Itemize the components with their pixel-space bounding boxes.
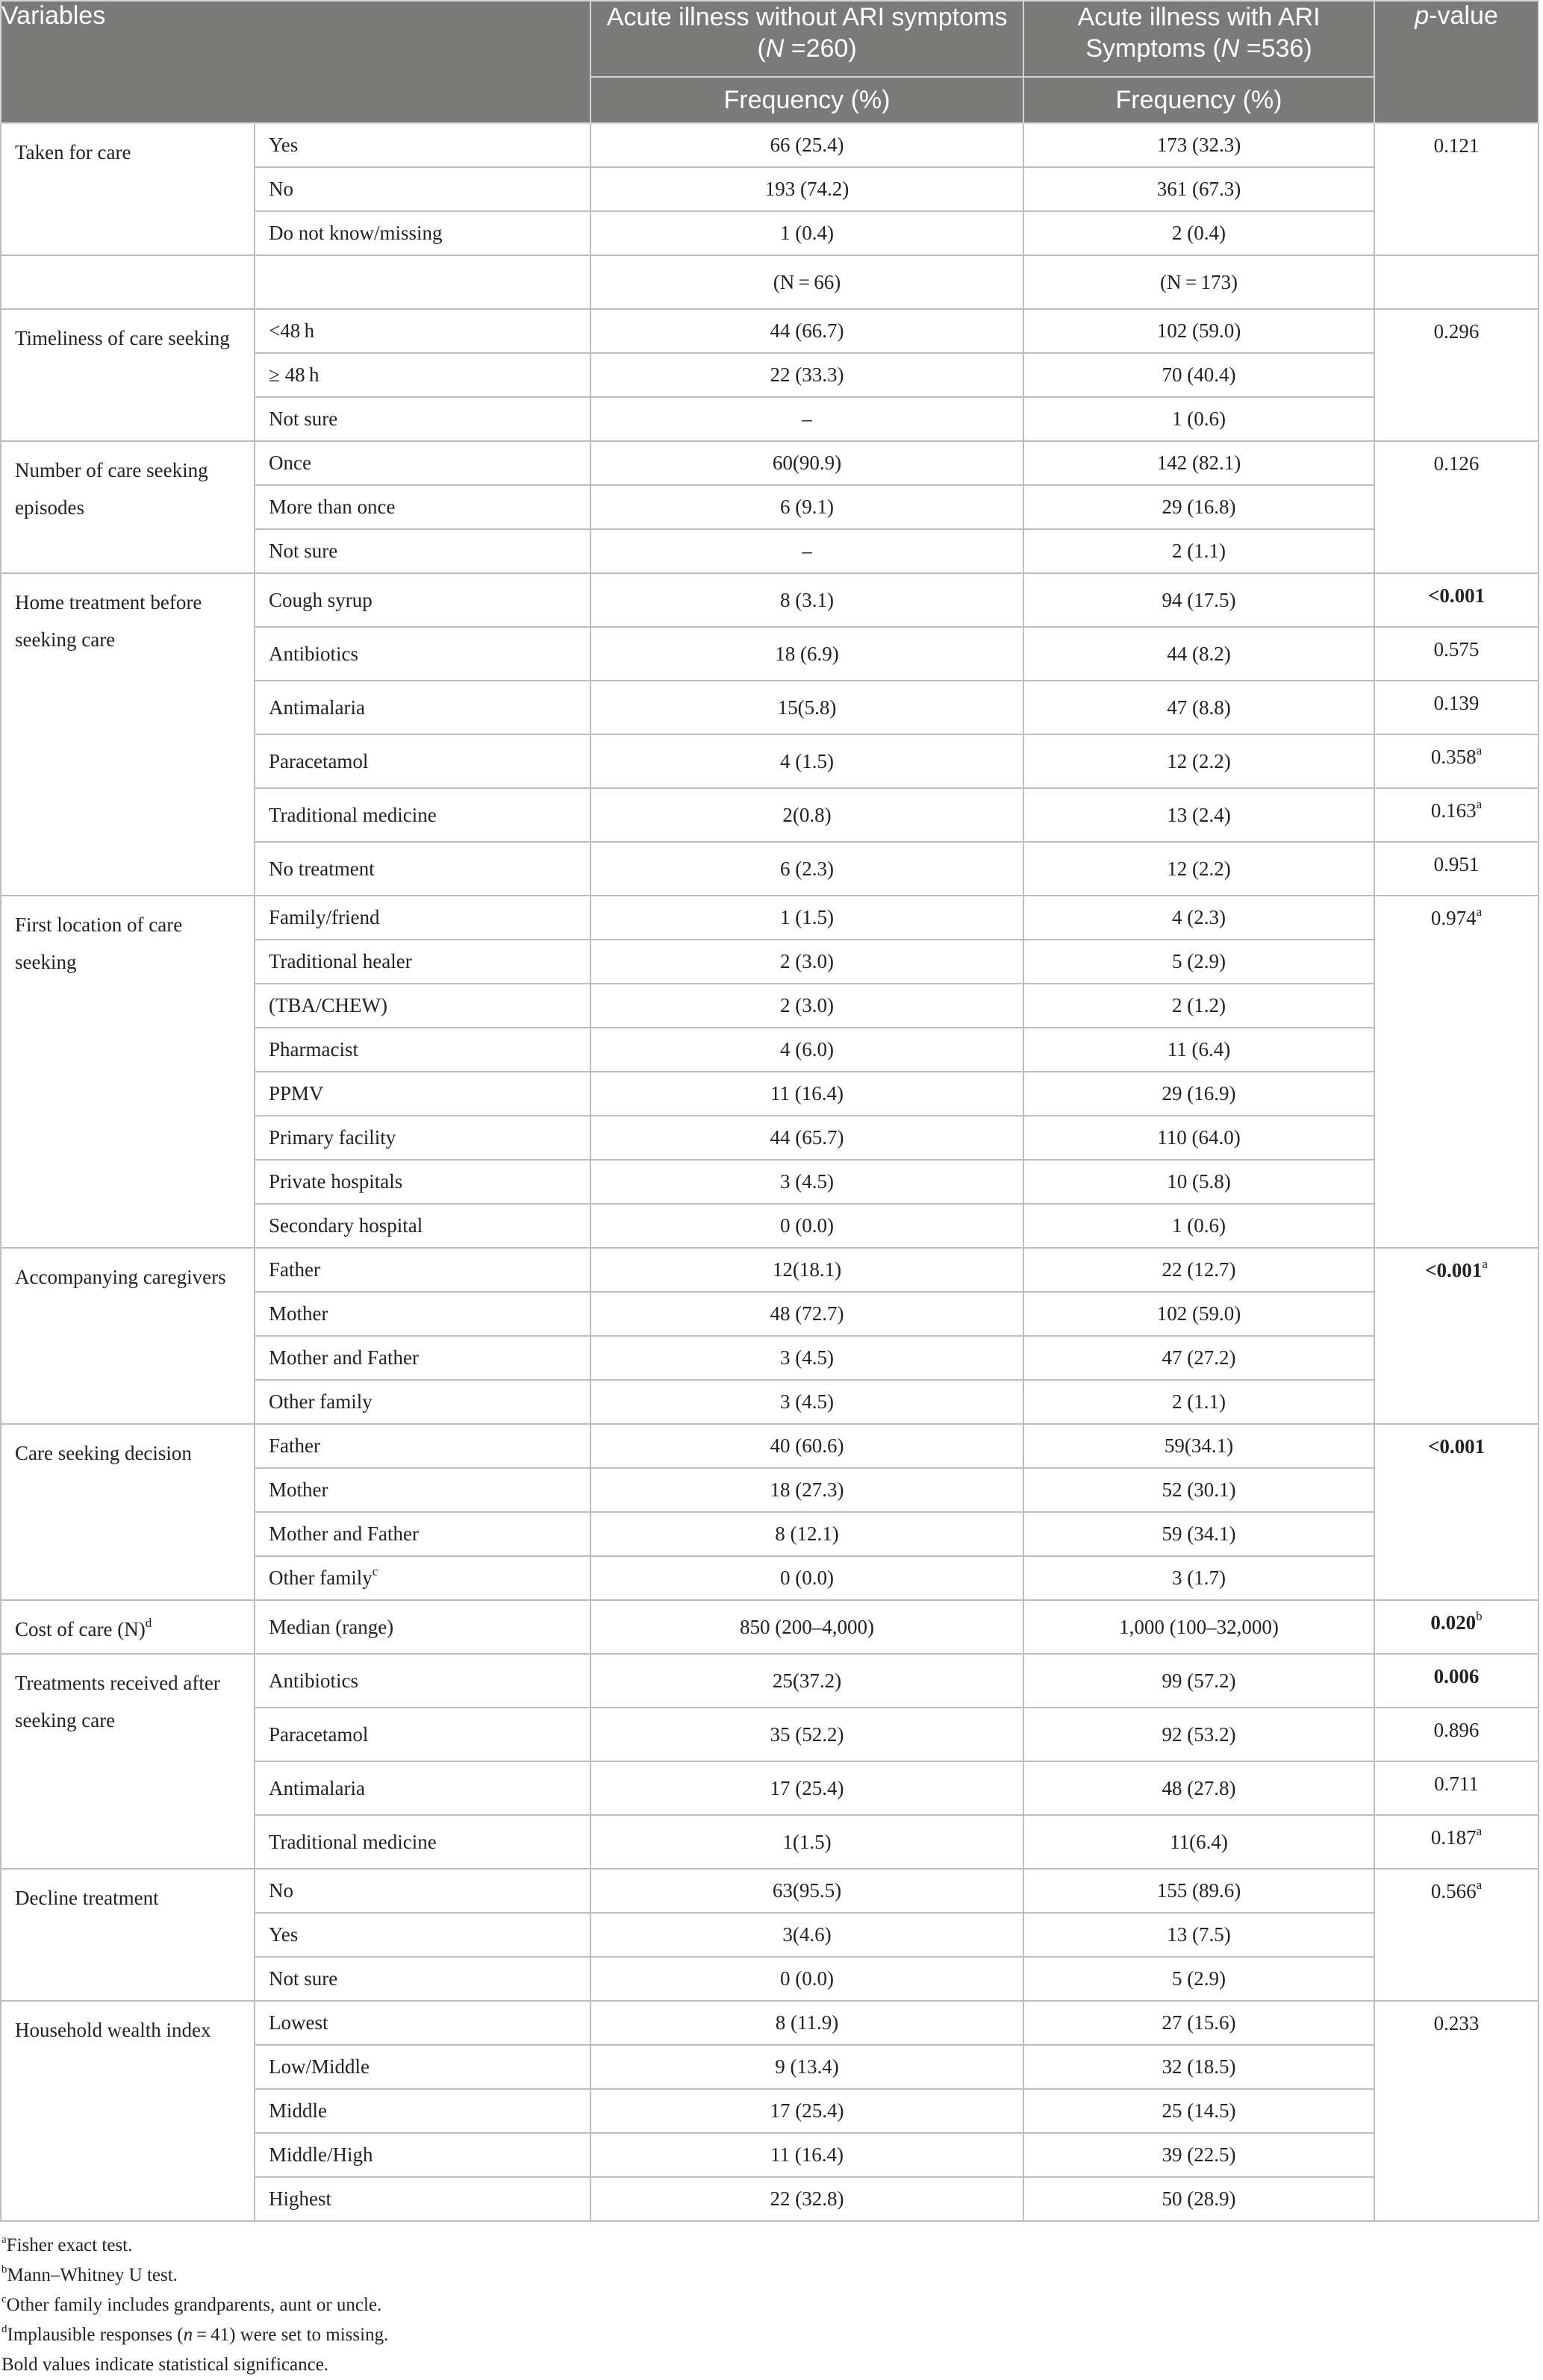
p-value-cell <box>1374 2001 1539 2221</box>
p-value-cell <box>1374 123 1539 255</box>
table-row <box>1 1654 1539 1708</box>
category-cell <box>255 1424 590 1468</box>
category-label: Antimalaria <box>269 696 365 719</box>
category-label: Antibiotics <box>269 642 358 665</box>
frequency-without-ari: 3 (4.5) <box>590 1160 1023 1204</box>
category-cell <box>255 211 590 255</box>
table-row <box>1 309 1539 353</box>
frequency-with-ari: 4 (2.3) <box>1023 896 1374 940</box>
p-value: 0.163 <box>1430 799 1477 822</box>
frequency-without-ari: 6 (9.1) <box>590 485 1023 529</box>
frequency-without-ari: 12(18.1) <box>590 1248 1023 1292</box>
category-cell <box>255 1028 590 1072</box>
frequency-with-ari: (N = 173) <box>1023 255 1374 309</box>
category-label: Antibiotics <box>269 1669 358 1692</box>
category-cell <box>255 1336 590 1380</box>
frequency-with-ari: 27 (15.6) <box>1023 2001 1374 2045</box>
variable-cell <box>1 309 255 441</box>
p-value-cell <box>1374 1869 1539 2001</box>
category-cell <box>255 842 590 896</box>
category-label: Father <box>269 1434 320 1457</box>
footnote-mark: a <box>1476 905 1483 919</box>
category-cell <box>255 734 590 788</box>
footnote <box>1 2261 1538 2290</box>
category-cell <box>255 1380 590 1424</box>
category-cell <box>255 2089 590 2133</box>
p-value: 0.296 <box>1433 320 1480 343</box>
frequency-without-ari: 44 (66.7) <box>590 309 1023 353</box>
frequency-without-ari: 1(1.5) <box>590 1815 1023 1869</box>
frequency-with-ari: 25 (14.5) <box>1023 2089 1374 2133</box>
category-label: Cough syrup <box>269 588 372 611</box>
category-label: Once <box>269 452 311 474</box>
category-label: Private hospitals <box>269 1170 403 1193</box>
category-label: Primary facility <box>269 1126 396 1149</box>
frequency-with-ari: 13 (7.5) <box>1023 1913 1374 1957</box>
category-cell <box>255 1556 590 1600</box>
frequency-with-ari: 5 (2.9) <box>1023 1957 1374 2001</box>
footnote-mark: a <box>1482 1257 1488 1271</box>
table-footnotes <box>0 2231 1538 2380</box>
header-group1-n-value: =260 <box>791 34 849 63</box>
footnote-mark: a <box>1 2233 7 2246</box>
p-value-cell <box>1374 309 1539 441</box>
frequency-without-ari: 2 (3.0) <box>590 940 1023 984</box>
category-cell <box>255 896 590 940</box>
footnote-mark: d <box>145 1616 152 1630</box>
category-cell <box>255 2177 590 2221</box>
variable-label: Household wealth index <box>15 2019 211 2041</box>
frequency-with-ari: 361 (67.3) <box>1023 167 1374 211</box>
category-cell <box>255 123 590 167</box>
variable-cell <box>1 1869 255 2001</box>
frequency-without-ari: 0 (0.0) <box>590 1957 1023 2001</box>
header-frequency-with-ari: Frequency (%) <box>1023 77 1374 123</box>
p-value: 0.020 <box>1430 1611 1477 1634</box>
frequency-with-ari: 94 (17.5) <box>1023 573 1374 627</box>
category-label: No <box>269 178 293 200</box>
variable-cell <box>1 1424 255 1600</box>
category-cell <box>255 485 590 529</box>
frequency-without-ari: 8 (11.9) <box>590 2001 1023 2045</box>
category-cell <box>255 353 590 397</box>
variable-label: Timeliness of care seeking <box>15 327 230 349</box>
footnote-text: Bold values indicate statistical significance. <box>1 2355 329 2375</box>
p-value-cell <box>1374 1761 1539 1815</box>
variable-label: Taken for care <box>15 141 131 163</box>
frequency-with-ari: 32 (18.5) <box>1023 2045 1374 2089</box>
category-label: No treatment <box>269 857 375 880</box>
category-label: Traditional healer <box>269 950 412 972</box>
category-label: No <box>269 1879 293 1902</box>
table-body <box>1 123 1539 2221</box>
frequency-with-ari: 59 (34.1) <box>1023 1512 1374 1556</box>
category-cell <box>255 167 590 211</box>
variable-label: Treatments received after seeking care <box>15 1672 220 1731</box>
footnote-italic: n <box>183 2325 193 2345</box>
category-cell <box>255 1292 590 1336</box>
footnote-text: Mann–Whitney U test. <box>7 2265 178 2285</box>
category-cell <box>255 2045 590 2089</box>
frequency-with-ari: 70 (40.4) <box>1023 353 1374 397</box>
category-label: Yes <box>269 134 299 156</box>
category-label: Mother and Father <box>269 1346 419 1369</box>
frequency-with-ari: 29 (16.8) <box>1023 485 1374 529</box>
frequency-with-ari: 10 (5.8) <box>1023 1160 1374 1204</box>
frequency-without-ari: 22 (33.3) <box>590 353 1023 397</box>
frequency-with-ari: 52 (30.1) <box>1023 1468 1374 1512</box>
frequency-without-ari: 6 (2.3) <box>590 842 1023 896</box>
variable-cell <box>1 1600 255 1654</box>
frequency-without-ari: 3 (4.5) <box>590 1380 1023 1424</box>
variable-cell <box>1 123 255 255</box>
category-cell <box>255 1512 590 1556</box>
category-cell <box>255 627 590 681</box>
frequency-with-ari: 2 (0.4) <box>1023 211 1374 255</box>
table-row <box>1 255 1539 309</box>
category-label: More than once <box>269 496 396 518</box>
category-label: Middle/High <box>269 2143 373 2166</box>
p-value: 0.139 <box>1433 692 1480 714</box>
footnote <box>1 2350 1538 2380</box>
category-cell <box>255 1654 590 1708</box>
category-label: Other family <box>269 1567 372 1589</box>
category-label: Not sure <box>269 407 338 430</box>
header-group2-title: Acute illness with ARI Symptoms <box>1077 3 1321 63</box>
footnote-mark: c <box>372 1564 378 1578</box>
category-cell <box>255 1600 590 1654</box>
footnote-text: Other family includes grandparents, aunt or uncle. <box>6 2295 382 2315</box>
footnote-text: = 41) were set to missing. <box>193 2325 389 2345</box>
category-label: Father <box>269 1258 320 1281</box>
frequency-with-ari: 29 (16.9) <box>1023 1072 1374 1116</box>
frequency-without-ari: 4 (1.5) <box>590 734 1023 788</box>
frequency-without-ari: 8 (12.1) <box>590 1512 1023 1556</box>
category-cell <box>255 1761 590 1815</box>
header-group-without-ari: Acute illness without ARI symptoms (N =260) <box>590 1 1023 77</box>
table-row <box>1 441 1539 485</box>
header-group1-n-label: N <box>765 34 785 63</box>
frequency-with-ari: 2 (1.2) <box>1023 984 1374 1028</box>
variable-label: Accompanying caregivers <box>15 1266 226 1288</box>
p-value: 0.951 <box>1433 853 1480 875</box>
category-cell <box>255 2001 590 2045</box>
variable-label: Home treatment before seeking care <box>15 591 202 651</box>
category-label: Not sure <box>269 1967 338 1990</box>
table-header <box>1 1 1539 123</box>
frequency-without-ari: 66 (25.4) <box>590 123 1023 167</box>
footnote <box>1 2231 1538 2261</box>
frequency-with-ari: 5 (2.9) <box>1023 940 1374 984</box>
header-group-with-ari: Acute illness with ARI Symptoms (N =536) <box>1023 1 1374 77</box>
category-label: Median (range) <box>269 1615 394 1638</box>
frequency-without-ari: 60(90.9) <box>590 441 1023 485</box>
p-value: 0.896 <box>1433 1719 1480 1741</box>
category-label: Mother <box>269 1478 328 1501</box>
category-label: Highest <box>269 2187 331 2210</box>
frequency-without-ari: 22 (32.8) <box>590 2177 1023 2221</box>
table-row <box>1 573 1539 627</box>
p-value: 0.121 <box>1433 134 1480 157</box>
category-cell <box>255 441 590 485</box>
category-cell <box>255 1072 590 1116</box>
p-value: 0.575 <box>1433 638 1480 660</box>
category-label: Mother <box>269 1302 328 1325</box>
p-value: 0.711 <box>1434 1772 1479 1795</box>
frequency-without-ari: 40 (60.6) <box>590 1424 1023 1468</box>
category-label: Do not know/missing <box>269 222 443 244</box>
frequency-without-ari: – <box>590 529 1023 573</box>
category-label: Family/friend <box>269 906 380 928</box>
frequency-with-ari: 110 (64.0) <box>1023 1116 1374 1160</box>
variable-label: First location of care seeking <box>15 913 183 973</box>
table-row <box>1 2001 1539 2045</box>
p-value-cell <box>1374 1708 1539 1761</box>
frequency-with-ari: 11 (6.4) <box>1023 1028 1374 1072</box>
p-value-cell <box>1374 788 1539 842</box>
frequency-without-ari: 2 (3.0) <box>590 984 1023 1028</box>
p-value-cell <box>1374 627 1539 681</box>
category-cell <box>255 788 590 842</box>
category-label: Paracetamol <box>269 749 369 772</box>
p-value-cell <box>1374 1654 1539 1708</box>
category-label: ≥ 48 h <box>269 363 319 386</box>
variable-cell <box>1 441 255 573</box>
frequency-without-ari: 0 (0.0) <box>590 1204 1023 1248</box>
p-value-cell <box>1374 734 1539 788</box>
frequency-with-ari: 99 (57.2) <box>1023 1654 1374 1708</box>
p-value-cell <box>1374 896 1539 1248</box>
category-cell <box>255 1869 590 1913</box>
variable-label: Number of care seeking episodes <box>15 459 208 519</box>
frequency-with-ari: 142 (82.1) <box>1023 441 1374 485</box>
category-cell <box>255 2133 590 2177</box>
p-value: 0.187 <box>1430 1826 1477 1849</box>
frequency-without-ari: 15(5.8) <box>590 681 1023 734</box>
p-value-cell <box>1374 842 1539 896</box>
category-label: Pharmacist <box>269 1038 358 1061</box>
variable-cell <box>1 896 255 1248</box>
p-value: 0.974 <box>1430 907 1477 929</box>
frequency-without-ari: 25(37.2) <box>590 1654 1023 1708</box>
p-value: <0.001 <box>1425 1259 1483 1281</box>
p-value-cell <box>1374 1248 1539 1424</box>
frequency-with-ari: 39 (22.5) <box>1023 2133 1374 2177</box>
frequency-without-ari: 193 (74.2) <box>590 167 1023 211</box>
category-label: Low/Middle <box>269 2055 370 2078</box>
frequency-without-ari: 850 (200–4,000) <box>590 1600 1023 1654</box>
category-cell <box>255 1913 590 1957</box>
table-row <box>1 1424 1539 1468</box>
category-cell <box>255 1248 590 1292</box>
frequency-with-ari: 3 (1.7) <box>1023 1556 1374 1600</box>
category-cell <box>255 573 590 627</box>
category-label: Lowest <box>269 2011 328 2034</box>
frequency-with-ari: 12 (2.2) <box>1023 734 1374 788</box>
category-label: Traditional medicine <box>269 1830 437 1853</box>
frequency-with-ari: 173 (32.3) <box>1023 123 1374 167</box>
variable-label: Cost of care (N) <box>15 1618 146 1640</box>
frequency-without-ari: 17 (25.4) <box>590 2089 1023 2133</box>
footnote-mark: b <box>1 2263 7 2276</box>
frequency-with-ari: 13 (2.4) <box>1023 788 1374 842</box>
p-value: 0.233 <box>1433 2012 1480 2034</box>
frequency-without-ari: 1 (1.5) <box>590 896 1023 940</box>
frequency-with-ari: 12 (2.2) <box>1023 842 1374 896</box>
header-frequency-without-ari: Frequency (%) <box>590 77 1023 123</box>
variable-cell <box>1 1654 255 1869</box>
footnote-text: Implausible responses ( <box>7 2325 184 2345</box>
frequency-without-ari: 11 (16.4) <box>590 2133 1023 2177</box>
header-group2-n-value: =536 <box>1246 34 1304 63</box>
frequency-with-ari: 92 (53.2) <box>1023 1708 1374 1761</box>
category-cell <box>255 1708 590 1761</box>
category-cell <box>255 940 590 984</box>
p-value: 0.566 <box>1430 1880 1477 1902</box>
frequency-without-ari: 18 (27.3) <box>590 1468 1023 1512</box>
p-value-cell <box>1374 441 1539 573</box>
p-value-cell <box>1374 255 1539 309</box>
variable-label: Decline treatment <box>15 1887 159 1909</box>
frequency-with-ari: 22 (12.7) <box>1023 1248 1374 1292</box>
frequency-without-ari: 3(4.6) <box>590 1913 1023 1957</box>
frequency-with-ari: 47 (27.2) <box>1023 1336 1374 1380</box>
category-cell <box>255 1468 590 1512</box>
frequency-with-ari: 2 (1.1) <box>1023 1380 1374 1424</box>
table-row <box>1 123 1539 167</box>
p-value: 0.126 <box>1433 452 1480 475</box>
frequency-without-ari: 3 (4.5) <box>590 1336 1023 1380</box>
frequency-without-ari: 35 (52.2) <box>590 1708 1023 1761</box>
frequency-without-ari: 48 (72.7) <box>590 1292 1023 1336</box>
category-label: Middle <box>269 2099 327 2122</box>
footnote-mark: a <box>1476 1824 1483 1838</box>
header-group2-n-label: N <box>1221 34 1240 63</box>
frequency-with-ari: 1 (0.6) <box>1023 397 1374 441</box>
frequency-without-ari: 18 (6.9) <box>590 627 1023 681</box>
p-value-cell <box>1374 1600 1539 1654</box>
p-value: <0.001 <box>1427 584 1486 607</box>
footnote-mark: c <box>1 2293 7 2305</box>
footnote-mark: a <box>1476 797 1483 811</box>
frequency-with-ari: 2 (1.1) <box>1023 529 1374 573</box>
frequency-with-ari: 50 (28.9) <box>1023 2177 1374 2221</box>
category-label: Paracetamol <box>269 1722 369 1746</box>
frequency-with-ari: 102 (59.0) <box>1023 1292 1374 1336</box>
footnote-mark: a <box>1476 743 1483 758</box>
p-value: <0.001 <box>1427 1435 1486 1458</box>
frequency-without-ari: 8 (3.1) <box>590 573 1023 627</box>
category-label: Not sure <box>269 540 338 562</box>
p-value-cell <box>1374 1424 1539 1600</box>
category-cell <box>255 309 590 353</box>
header-p-value: p-value <box>1374 1 1539 123</box>
frequency-with-ari: 59(34.1) <box>1023 1424 1374 1468</box>
frequency-with-ari: 47 (8.8) <box>1023 681 1374 734</box>
p-value-cell <box>1374 1815 1539 1869</box>
table-row <box>1 1869 1539 1913</box>
variable-cell <box>1 2001 255 2221</box>
category-label: Secondary hospital <box>269 1214 423 1237</box>
frequency-without-ari: 4 (6.0) <box>590 1028 1023 1072</box>
category-cell <box>255 1957 590 2001</box>
variable-label: Care seeking decision <box>15 1442 192 1464</box>
category-cell <box>255 529 590 573</box>
frequency-without-ari: 0 (0.0) <box>590 1556 1023 1600</box>
category-label: Traditional medicine <box>269 803 437 826</box>
category-cell <box>255 397 590 441</box>
frequency-with-ari: 1,000 (100–32,000) <box>1023 1600 1374 1654</box>
header-variables: Variables <box>1 1 590 123</box>
variable-cell <box>1 573 255 896</box>
table-row <box>1 896 1539 940</box>
category-cell <box>255 1160 590 1204</box>
category-cell <box>255 984 590 1028</box>
footnote-text: Fisher exact test. <box>6 2235 133 2255</box>
category-cell <box>255 255 590 309</box>
header-group1-title: Acute illness without ARI symptoms <box>606 3 1008 31</box>
category-cell <box>255 681 590 734</box>
frequency-without-ari: 1 (0.4) <box>590 211 1023 255</box>
frequency-with-ari: 1 (0.6) <box>1023 1204 1374 1248</box>
footnote-mark: a <box>1476 1878 1483 1892</box>
frequency-without-ari: 11 (16.4) <box>590 1072 1023 1116</box>
category-label: (TBA/CHEW) <box>269 994 387 1016</box>
frequency-without-ari: 2(0.8) <box>590 788 1023 842</box>
category-cell <box>255 1815 590 1869</box>
frequency-without-ari: 9 (13.4) <box>590 2045 1023 2089</box>
frequency-without-ari: 17 (25.4) <box>590 1761 1023 1815</box>
frequency-without-ari: – <box>590 397 1023 441</box>
p-value: 0.006 <box>1433 1665 1480 1687</box>
category-label: Mother and Father <box>269 1522 419 1545</box>
variable-cell <box>1 255 255 309</box>
frequency-with-ari: 44 (8.2) <box>1023 627 1374 681</box>
frequency-without-ari: 44 (65.7) <box>590 1116 1023 1160</box>
footnote <box>1 2320 1538 2350</box>
frequency-with-ari: 48 (27.8) <box>1023 1761 1374 1815</box>
variable-cell <box>1 1248 255 1424</box>
category-cell <box>255 1116 590 1160</box>
category-cell <box>255 1204 590 1248</box>
footnote <box>1 2290 1538 2320</box>
table-row <box>1 1248 1539 1292</box>
category-label: Yes <box>269 1923 299 1946</box>
frequency-with-ari: 102 (59.0) <box>1023 309 1374 353</box>
category-label: Antimalaria <box>269 1776 365 1799</box>
category-label: PPMV <box>269 1082 324 1105</box>
p-value-cell <box>1374 573 1539 627</box>
p-value-cell <box>1374 681 1539 734</box>
frequency-without-ari: 63(95.5) <box>590 1869 1023 1913</box>
frequency-without-ari: (N = 66) <box>590 255 1023 309</box>
frequency-with-ari: 11(6.4) <box>1023 1815 1374 1869</box>
frequency-with-ari: 155 (89.6) <box>1023 1869 1374 1913</box>
category-label: Other family <box>269 1390 372 1413</box>
footnote-mark: b <box>1476 1609 1483 1623</box>
table-row <box>1 1600 1539 1654</box>
category-label: <48 h <box>269 319 315 342</box>
footnote-mark: d <box>1 2323 7 2335</box>
p-value: 0.358 <box>1430 746 1477 768</box>
